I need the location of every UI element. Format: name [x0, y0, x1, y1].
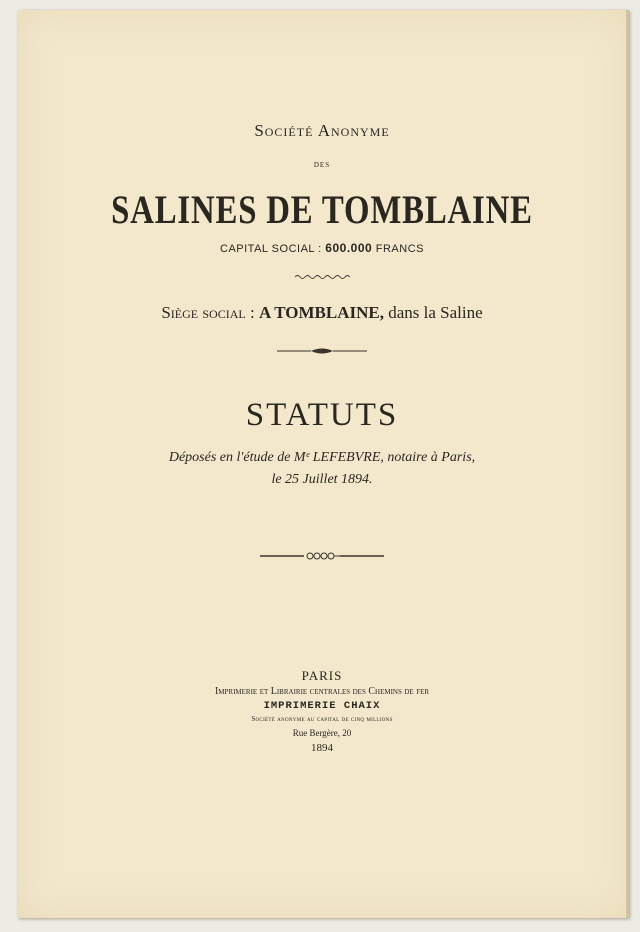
seat-location: A TOMBLAINE, — [258, 303, 384, 322]
deposit-line-1: Déposés en l'étude de Mᵉ LEFEBVRE, notaire à Paris, — [168, 450, 476, 465]
imprint-printer-name: IMPRIMERIE CHAIX — [263, 700, 381, 712]
imprint-year: 1894 — [311, 742, 333, 754]
ornament-divider-small — [18, 342, 626, 360]
imprint-address: Rue Bergère, 20 — [292, 728, 352, 738]
des-label: des — [313, 159, 331, 170]
ornament-divider-large — [18, 548, 626, 566]
capital-line — [18, 241, 626, 255]
seat-line — [18, 303, 626, 323]
seat-detail: dans la Saline — [388, 303, 483, 322]
imprint-printer-line: Imprimerie et Librairie centrales des Chemins de fer — [214, 686, 430, 697]
company-name: SALINES DE TOMBLAINE — [111, 187, 533, 232]
deposit-line-2: le 25 Juillet 1894. — [271, 472, 373, 487]
seat-label: Siège social : — [161, 303, 255, 322]
imprint-company-line: Société anonyme au capital de cinq millions — [251, 715, 393, 723]
capital-amount: 600.000 — [325, 241, 373, 255]
statuts-title: STATUTS — [245, 397, 399, 433]
company-type: Société Anonyme — [254, 121, 390, 140]
document-page — [18, 10, 629, 918]
wavy-divider — [18, 268, 626, 286]
capital-label: CAPITAL SOCIAL : — [220, 243, 322, 255]
imprint-city: PARIS — [301, 668, 343, 683]
capital-unit: FRANCS — [375, 243, 424, 255]
